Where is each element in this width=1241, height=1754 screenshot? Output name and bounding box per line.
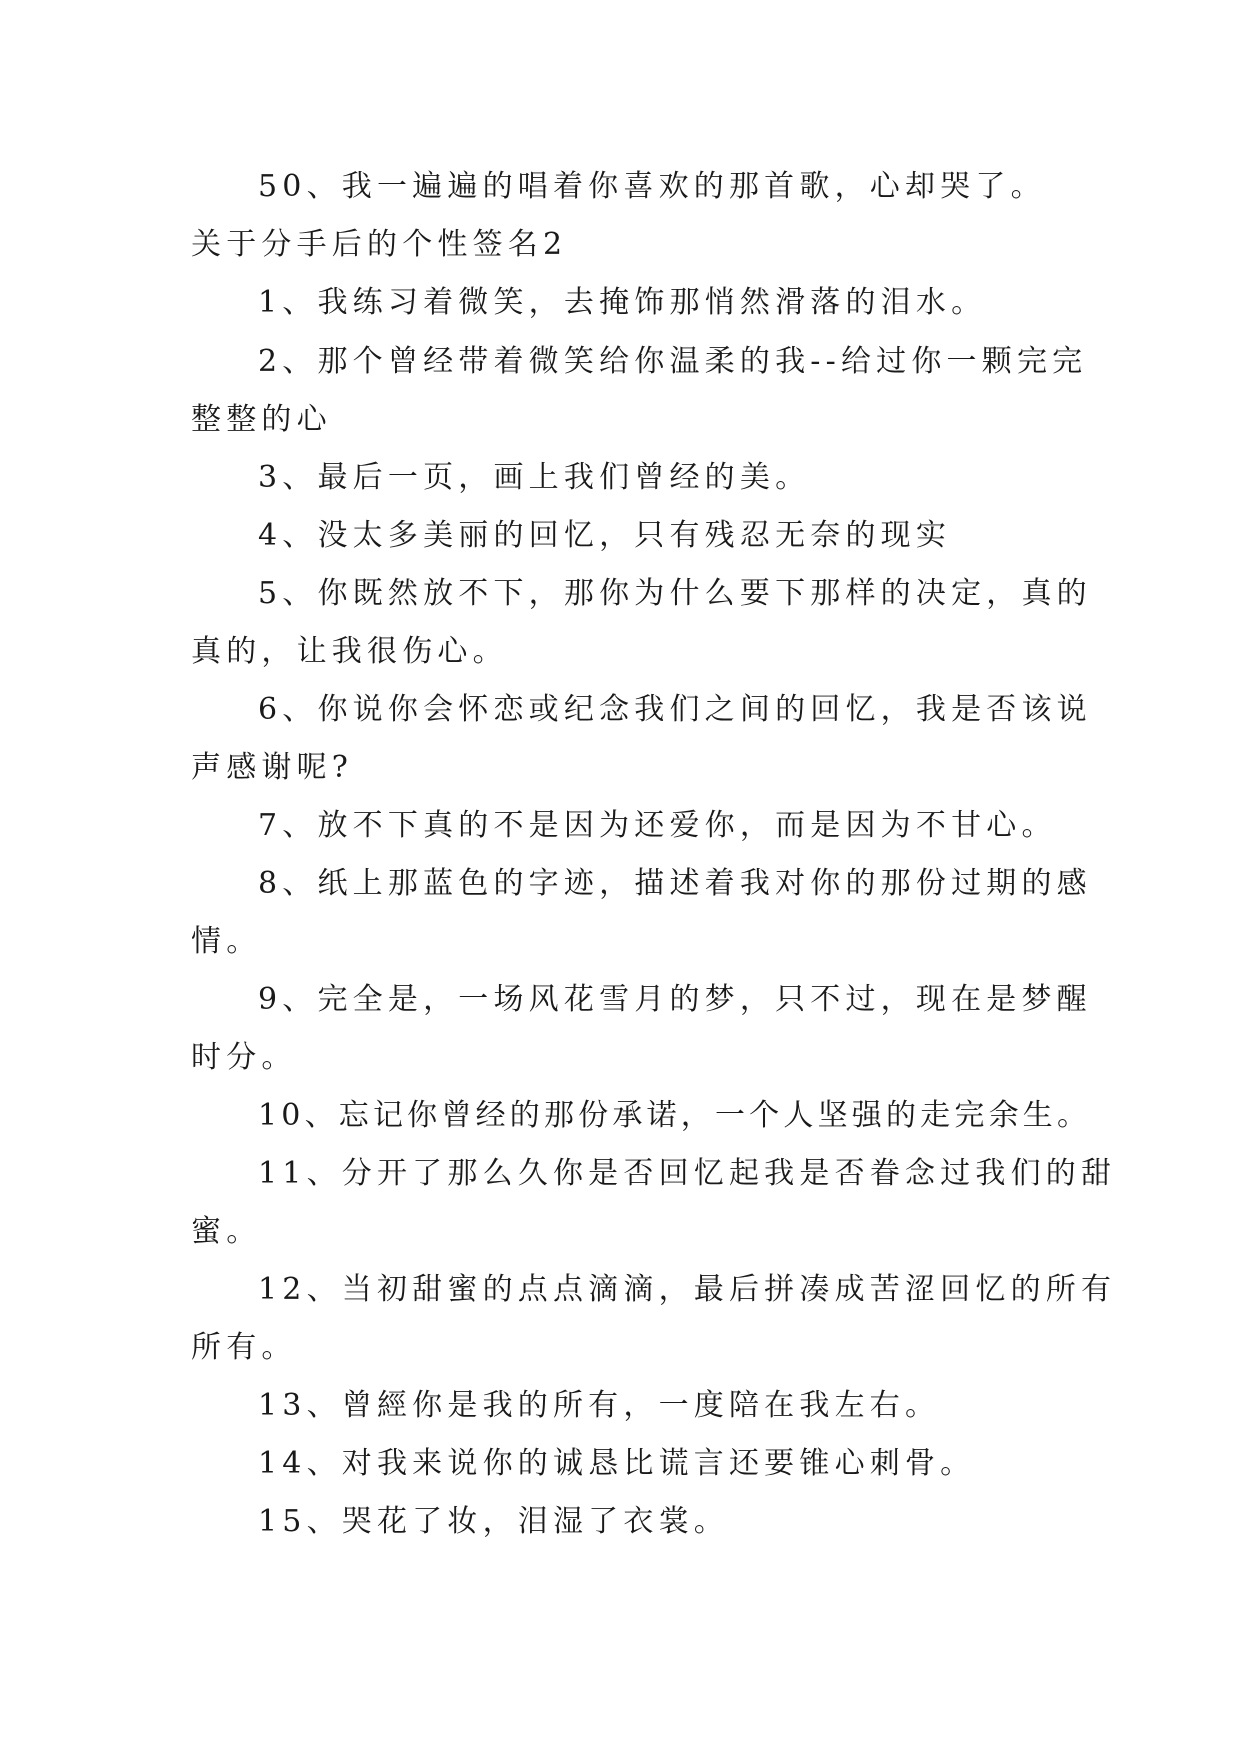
item-2: 2、那个曾经带着微笑给你温柔的我--给过你一颗完完 (258, 344, 1088, 379)
section-heading: 关于分手后的个性签名2 (191, 227, 568, 262)
item-8: 8、纸上那蓝色的字迹，描述着我对你的那份过期的感 (258, 866, 1092, 901)
item-2-continuation: 整整的心 (191, 402, 332, 437)
item-11: 11、分开了那么久你是否回忆起我是否眷念过我们的甜 (258, 1156, 1117, 1191)
item-6-continuation: 声感谢呢? (191, 750, 354, 785)
item-5: 5、你既然放不下，那你为什么要下那样的决定，真的 (258, 576, 1092, 611)
item-4: 4、没太多美丽的回忆，只有残忍无奈的现实 (258, 518, 952, 553)
item-15: 15、哭花了妆，泪湿了衣裳。 (258, 1504, 729, 1539)
item-5-continuation: 真的，让我很伤心。 (191, 634, 508, 669)
item-50: 50、我一遍遍的唱着你喜欢的那首歌，心却哭了。 (258, 169, 1046, 204)
item-14: 14、对我来说你的诚恳比谎言还要锥心刺骨。 (258, 1446, 976, 1481)
item-8-continuation: 情。 (191, 924, 262, 959)
item-3: 3、最后一页，画上我们曾经的美。 (258, 460, 811, 495)
item-10: 10、忘记你曾经的那份承诺，一个人坚强的走完余生。 (258, 1098, 1092, 1133)
item-12-continuation: 所有。 (191, 1330, 297, 1365)
item-9-continuation: 时分。 (191, 1040, 297, 1075)
item-13: 13、曾經你是我的所有，一度陪在我左右。 (258, 1388, 941, 1423)
item-11-continuation: 蜜。 (191, 1214, 262, 1249)
item-7: 7、放不下真的不是因为还爱你，而是因为不甘心。 (258, 808, 1057, 843)
item-6: 6、你说你会怀恋或纪念我们之间的回忆，我是否该说 (258, 692, 1092, 727)
item-9: 9、完全是，一场风花雪月的梦，只不过，现在是梦醒 (258, 982, 1092, 1017)
item-12: 12、当初甜蜜的点点滴滴，最后拼凑成苦涩回忆的所有 (258, 1272, 1117, 1307)
item-1: 1、我练习着微笑，去掩饰那悄然滑落的泪水。 (258, 285, 987, 320)
